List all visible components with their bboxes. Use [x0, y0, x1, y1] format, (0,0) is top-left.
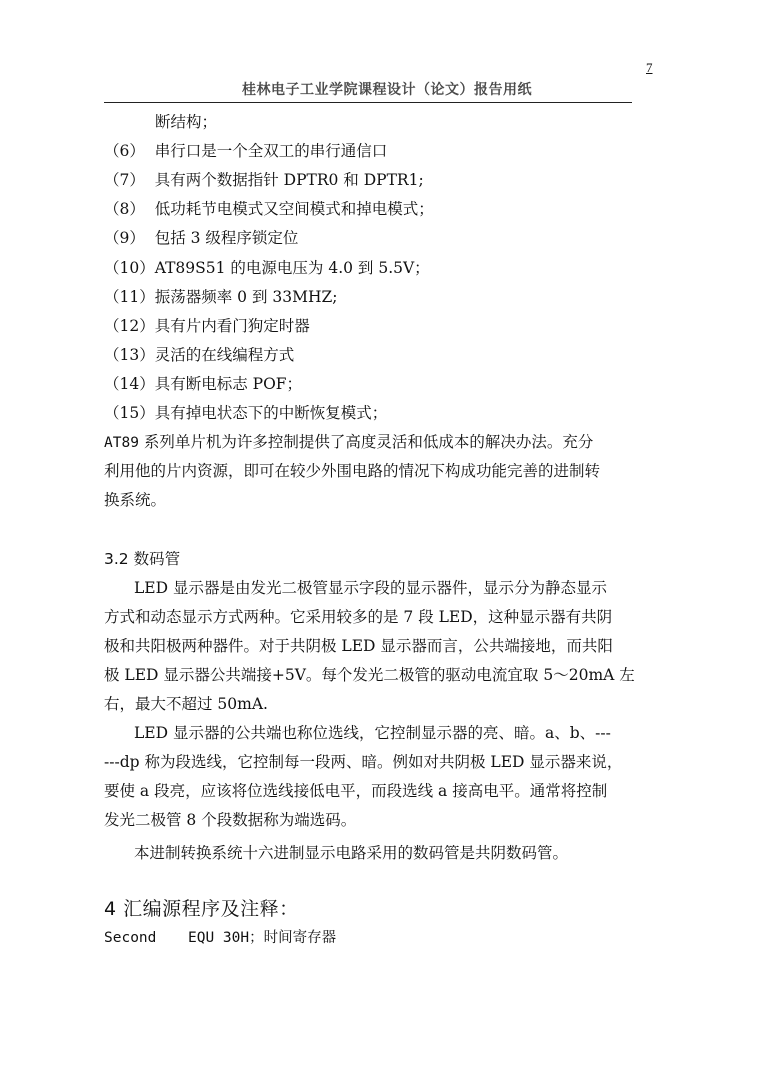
paragraph-line: ---dp 称为段选线，它控制每一段两、暗。例如对共阴极 LED 显示器来说，: [104, 753, 623, 771]
paragraph-line: 极 LED 显示器公共端接+5V。每个发光二极管的驱动电流宜取 5～20mA 左: [104, 666, 635, 684]
paragraph-line: LED 显示器是由发光二极管显示字段的显示器件，显示分为静态显示: [134, 579, 607, 597]
feature-item: （8） 低功耗节电模式又空间模式和掉电模式；: [104, 200, 434, 218]
summary-prefix: AT89: [104, 435, 139, 451]
list-continuation: 断结构；: [155, 113, 218, 131]
header-rule: [104, 102, 632, 103]
summary-text: 系列单片机为许多控制提供了高度灵活和低成本的解决办法。充分: [143, 433, 594, 451]
feature-item: （14）具有断电标志 POF；: [104, 375, 303, 393]
feature-item: （7） 具有两个数据指针 DPTR0 和 DPTR1;: [104, 171, 424, 189]
code-line: [104, 928, 336, 948]
page-number: 7: [646, 60, 653, 75]
header-title: 桂林电子工业学院课程设计（论文）报告用纸: [242, 82, 532, 98]
paragraph-line: LED 显示器的公共端也称位选线，它控制显示器的亮、暗。a、b、---: [134, 724, 611, 742]
feature-item: （11）振荡器频率 0 到 33MHZ;: [104, 288, 338, 306]
feature-item: （12）具有片内看门狗定时器: [104, 317, 310, 335]
code-instruction: EQU 30H；时间寄存器: [188, 930, 337, 946]
feature-item: （9） 包括 3 级程序锁定位: [104, 229, 299, 247]
paragraph-line: 要使 a 段亮，应该将位选线接低电平，而段选线 a 接高电平。通常将控制: [104, 782, 608, 800]
summary-line: 利用他的片内资源，即可在较少外围电路的情况下构成功能完善的进制转: [104, 462, 601, 480]
paragraph-line: 发光二极管 8 个段数据称为端选码。: [104, 811, 357, 829]
section-heading-3-2: 3.2 数码管: [104, 550, 181, 568]
paragraph-line: 方式和动态显示方式两种。它采用较多的是 7 段 LED，这种显示器有共阴: [104, 608, 613, 626]
summary-line: [104, 432, 593, 453]
paragraph-line: 本进制转换系统十六进制显示电路采用的数码管是共阴数码管。: [134, 844, 569, 862]
summary-line: 换系统。: [104, 491, 167, 509]
feature-item: （10）AT89S51 的电源电压为 4.0 到 5.5V；: [104, 259, 430, 277]
section-heading-4: 4 汇编源程序及注释：: [104, 898, 299, 920]
feature-item: （15）具有掉电状态下的中断恢复模式；: [104, 404, 388, 422]
feature-item: （13）灵活的在线编程方式: [104, 346, 295, 364]
code-label: Second: [104, 930, 157, 946]
feature-item: （6） 串行口是一个全双工的串行通信口: [104, 142, 388, 160]
paragraph-line: 右，最大不超过 50mA.: [104, 695, 268, 713]
paragraph-line: 极和共阳极两种器件。对于共阴极 LED 显示器而言，公共端接地，而共阳: [104, 637, 613, 655]
